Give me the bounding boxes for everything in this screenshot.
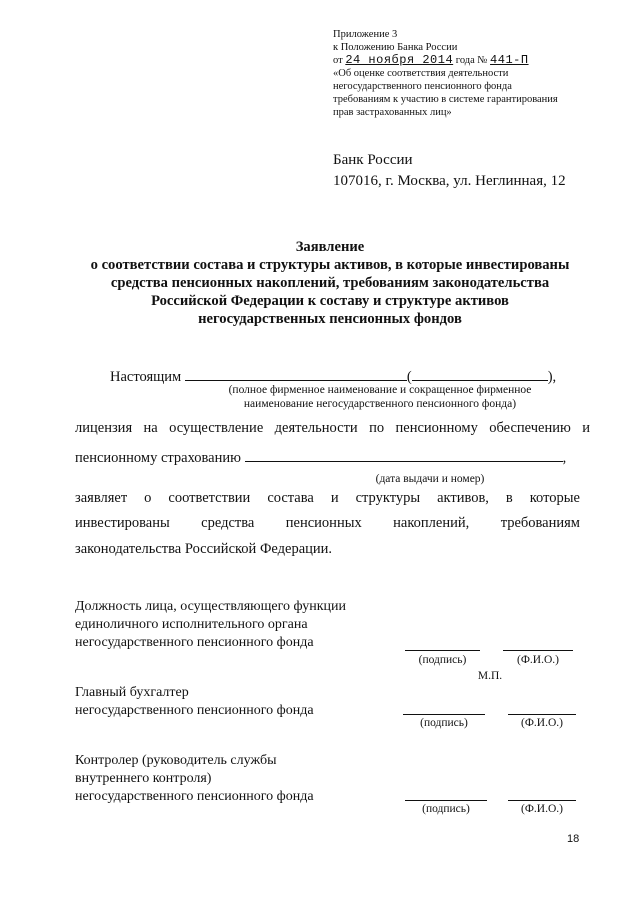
- head-signature-caption: (подпись): [418, 654, 467, 666]
- fund-short-name-field[interactable]: [412, 367, 548, 381]
- license-date-number-field[interactable]: [245, 448, 563, 462]
- head-signature-field[interactable]: [405, 650, 480, 651]
- chief-accountant-signatory: Главный бухгалтер негосударственного пенсионного фонда: [75, 685, 314, 718]
- document-title: Заявление о соответствии состава и структуры активов, в которые инвестированы средства пенсионных накоплений, требованиям законодательства Российской Федерации к составу и структуре активов негосударственных пенсионных фондов: [90, 239, 570, 327]
- appendix-quote-4: прав застрахованных лиц»: [333, 107, 452, 118]
- controller-name-caption: (Ф.И.О.): [521, 803, 563, 815]
- controller-signatory: Контролер (руководитель службы внутреннего контроля) негосударственного пенсионного фонда: [75, 753, 314, 804]
- appendix-date: 24 ноября 2014: [345, 53, 454, 67]
- controller-name-field[interactable]: [508, 800, 576, 801]
- invested-line: инвестированы средства пенсионных накоплений, требованиям: [75, 515, 580, 531]
- controller-signature-field[interactable]: [405, 800, 487, 801]
- chief-signature-field[interactable]: [403, 714, 485, 715]
- appendix-number: 441-П: [490, 53, 529, 67]
- declares-line: заявляет о соответствии состава и структуры активов, в которые: [75, 490, 580, 506]
- controller-signature-caption: (подпись): [422, 803, 470, 815]
- chief-signature-caption: (подпись): [420, 717, 468, 729]
- page-number: 18: [567, 833, 580, 845]
- addressee-address: 107016, г. Москва, ул. Неглинная, 12: [333, 173, 566, 189]
- stamp-place: М.П.: [477, 670, 503, 682]
- appendix-quote-1: «Об оценке соответствия деятельности: [333, 68, 509, 79]
- fund-name-note: (полное фирменное наименование и сокращенное фирменное наименование негосударственного пенсионного фонда): [228, 384, 532, 410]
- head-name-field[interactable]: [503, 650, 573, 651]
- chief-name-caption: (Ф.И.О.): [521, 717, 563, 729]
- legislation-line: законодательства Российской Федерации.: [75, 541, 333, 557]
- head-name-caption: (Ф.И.О.): [517, 654, 559, 666]
- appendix-title: Приложение 3: [333, 29, 398, 40]
- head-signatory: Должность лица, осуществляющего функции единоличного исполнительного органа негосударственного пенсионного фонда: [75, 599, 347, 650]
- license-line: лицензия на осуществление деятельности по пенсионному обеспечению и: [75, 420, 590, 436]
- hereby-line: Настоящим ( ),: [110, 369, 557, 385]
- appendix-date-line: от 24 ноября 2014 года № 441-П: [333, 53, 529, 67]
- appendix-quote-2: негосударственного пенсионного фонда: [333, 81, 512, 92]
- insurance-line: пенсионному страхованию ,: [75, 450, 567, 466]
- appendix-regulation: к Положению Банка России: [333, 42, 458, 53]
- chief-name-field[interactable]: [508, 714, 576, 715]
- appendix-quote-3: требованиям к участию в системе гарантирования: [333, 94, 558, 105]
- license-note: (дата выдачи и номер): [375, 473, 485, 485]
- addressee-name: Банк России: [333, 152, 413, 168]
- addressee: [333, 150, 566, 192]
- fund-full-name-field[interactable]: [185, 367, 407, 381]
- appendix-header: [333, 28, 603, 119]
